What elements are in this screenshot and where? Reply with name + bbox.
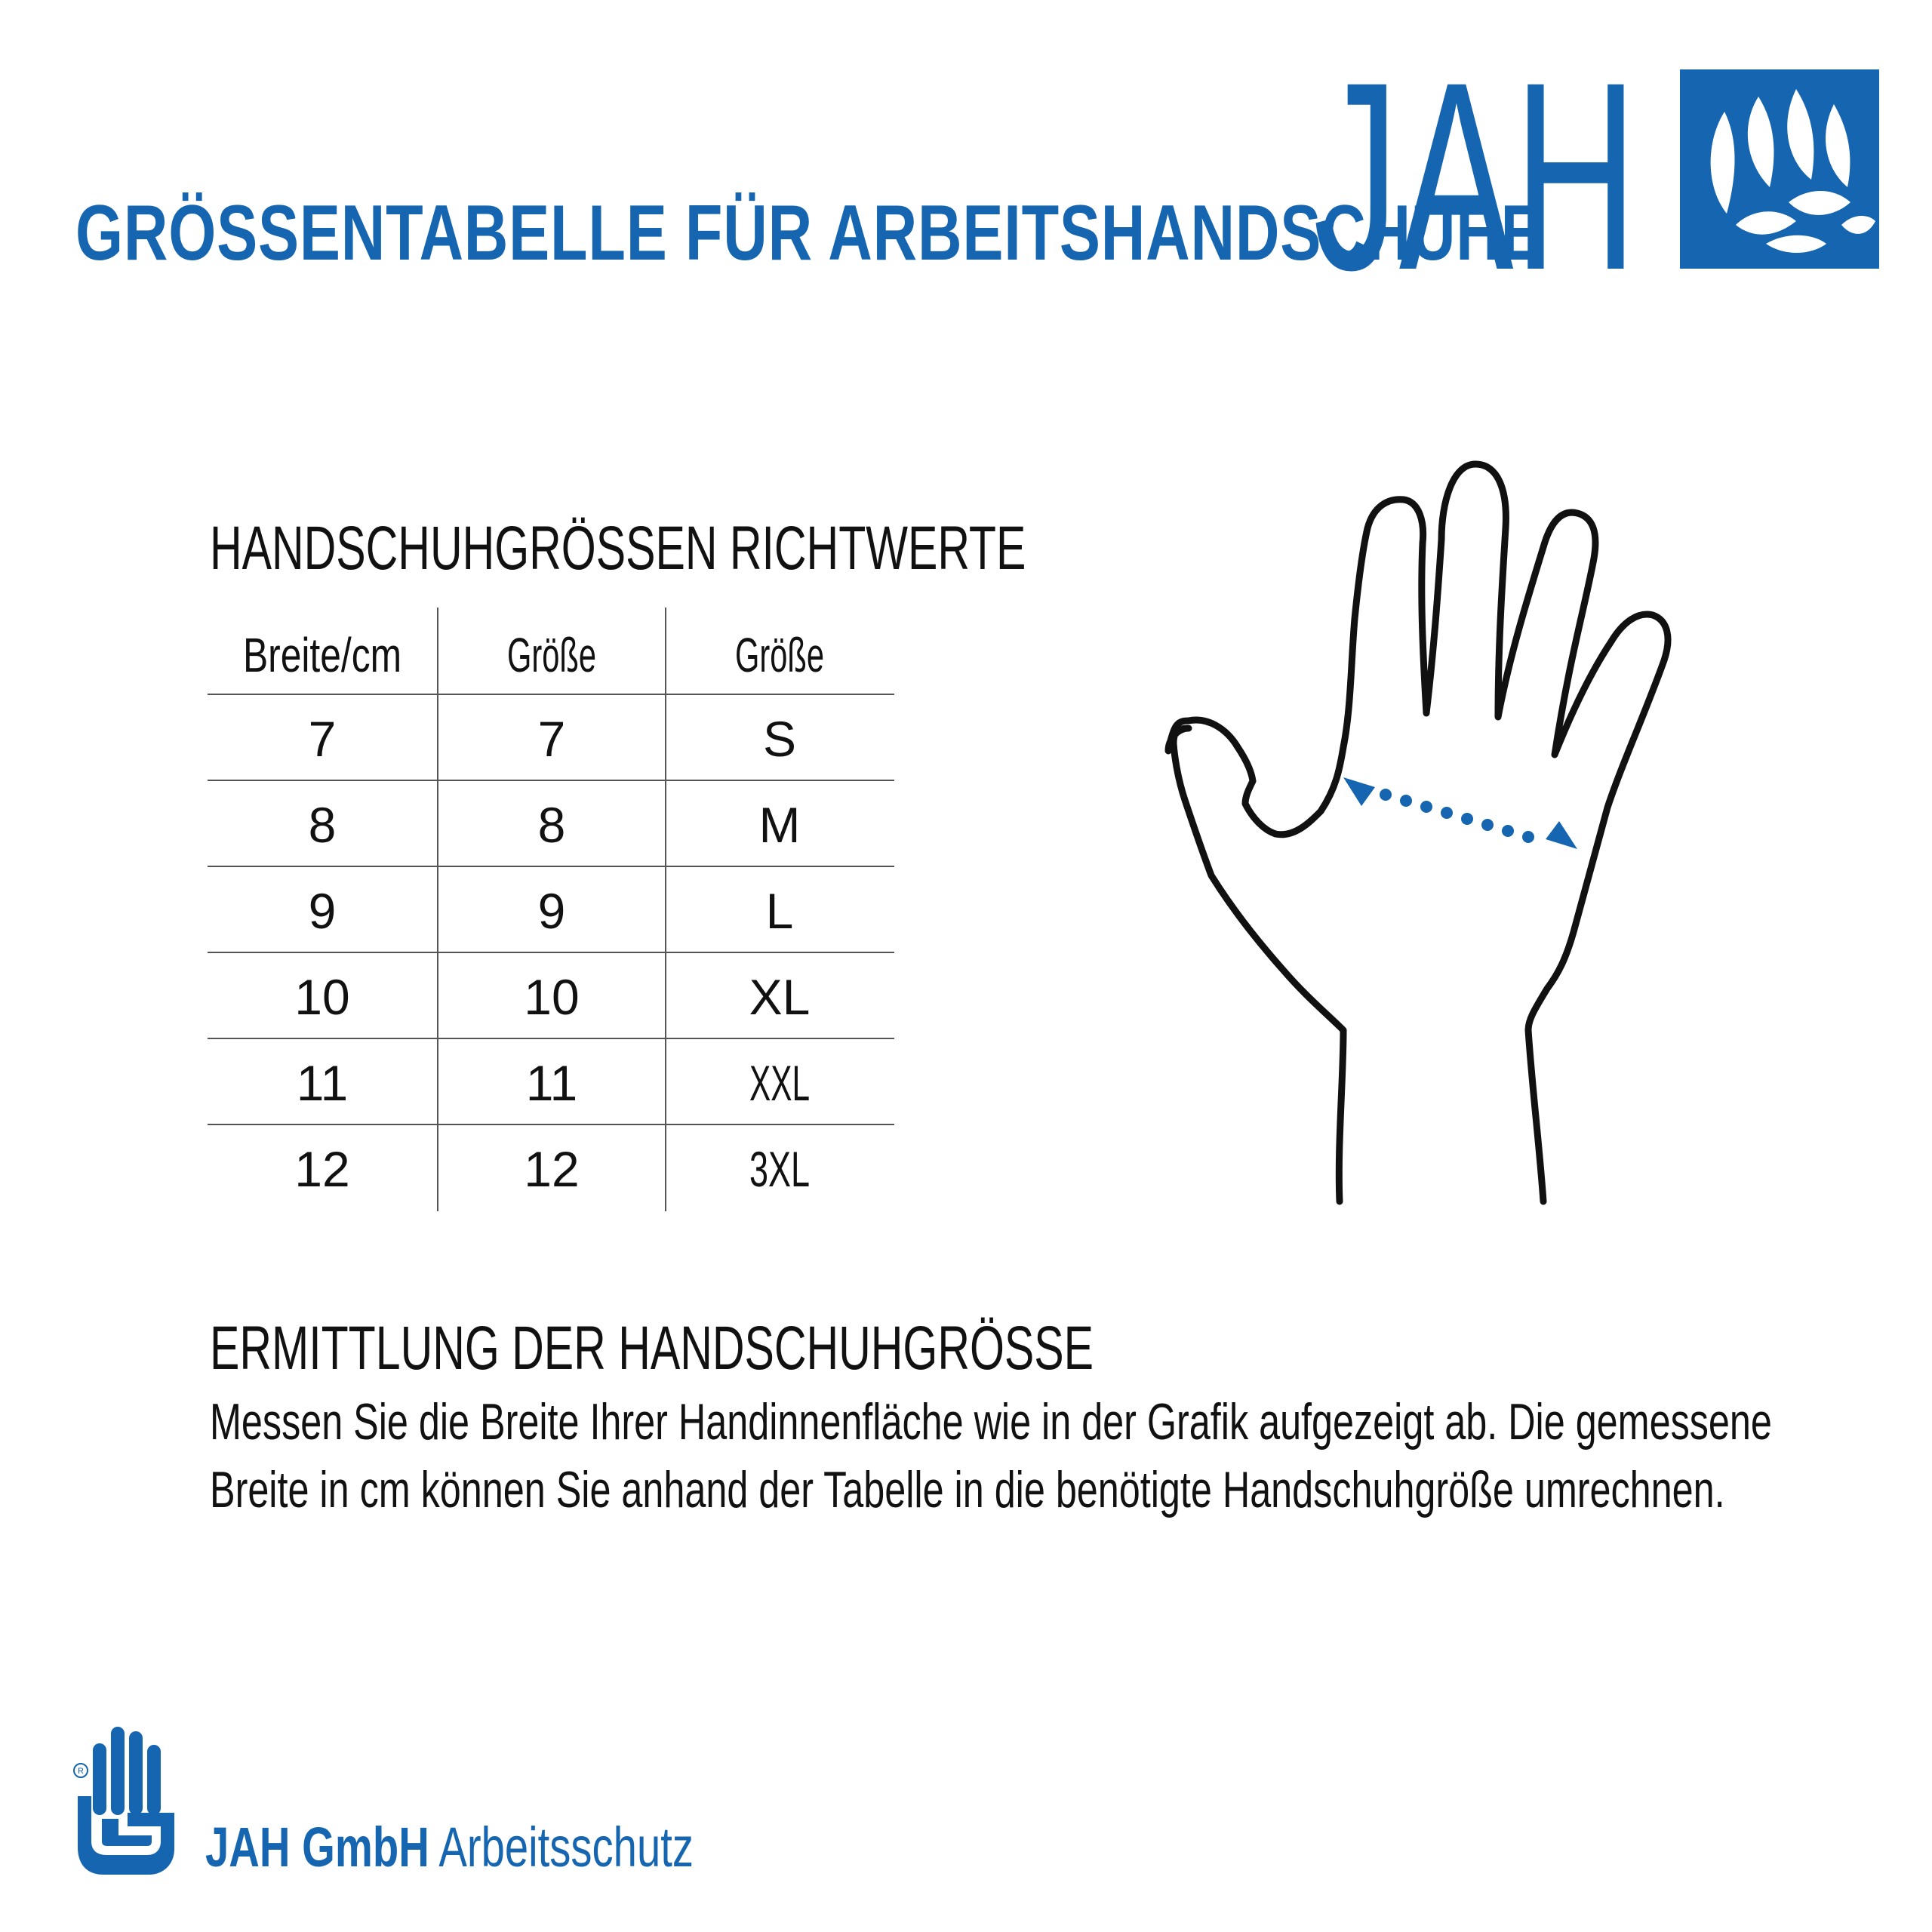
table-header-size-letter: Größe xyxy=(735,628,824,682)
table-cell: 7 xyxy=(308,711,337,767)
hand-outline-icon xyxy=(1168,464,1668,1201)
table-cell: 11 xyxy=(296,1055,349,1111)
instruction-line-2: Breite in cm können Sie anhand der Tabelle in die benötigte Handschuhgröße umrechnen. xyxy=(210,1461,1725,1518)
table-cell: 12 xyxy=(294,1141,350,1197)
table-cell: 12 xyxy=(524,1141,580,1197)
table-header-width: Breite/cm xyxy=(243,628,401,682)
table-cell: S xyxy=(762,711,797,767)
footer-company-name: JAH GmbH xyxy=(205,1816,429,1878)
table-cell: 10 xyxy=(294,969,350,1025)
instruction-line-1: Messen Sie die Breite Ihrer Handinnenfläche wie in der Grafik aufgezeigt ab. Die gemessene xyxy=(210,1393,1772,1451)
table-cell: 3XL xyxy=(749,1141,810,1197)
footer-company-suffix: Arbeitsschutz xyxy=(438,1816,694,1878)
table-cell: XXL xyxy=(749,1055,810,1111)
table-cell: 11 xyxy=(525,1055,578,1111)
brand-logo xyxy=(1313,66,1879,274)
size-table xyxy=(208,608,894,1211)
svg-text:R: R xyxy=(78,1767,84,1776)
measure-section-heading: ERMITTLUNG DER HANDSCHUHGRÖSSE xyxy=(210,1314,1094,1383)
table-cell: 10 xyxy=(524,969,580,1025)
table-header-size-numeric: Größe xyxy=(507,628,596,682)
brand-emblem-icon xyxy=(1680,69,1879,269)
hand-diagram xyxy=(1147,453,1721,1208)
footer-company xyxy=(205,1815,694,1879)
table-cell: 8 xyxy=(537,797,566,853)
glove-logo-icon xyxy=(72,1721,177,1875)
table-header-row xyxy=(243,628,824,682)
table-cell: 7 xyxy=(537,711,566,767)
table-cell: 9 xyxy=(308,883,337,939)
table-cell: 8 xyxy=(308,797,337,853)
table-cell: M xyxy=(758,797,801,853)
table-cell: L xyxy=(765,883,794,939)
dotted-double-arrow-icon xyxy=(1343,777,1577,849)
size-section-heading: HANDSCHUHGRÖSSEN RICHTWERTE xyxy=(210,514,1026,583)
brand-logo-text: JAH xyxy=(1313,66,1638,274)
page-title: GRÖSSENTABELLE FÜR ARBEITSHANDSCHUHE xyxy=(75,189,1543,277)
table-cell: 9 xyxy=(537,883,566,939)
table-cell: XL xyxy=(749,969,811,1025)
